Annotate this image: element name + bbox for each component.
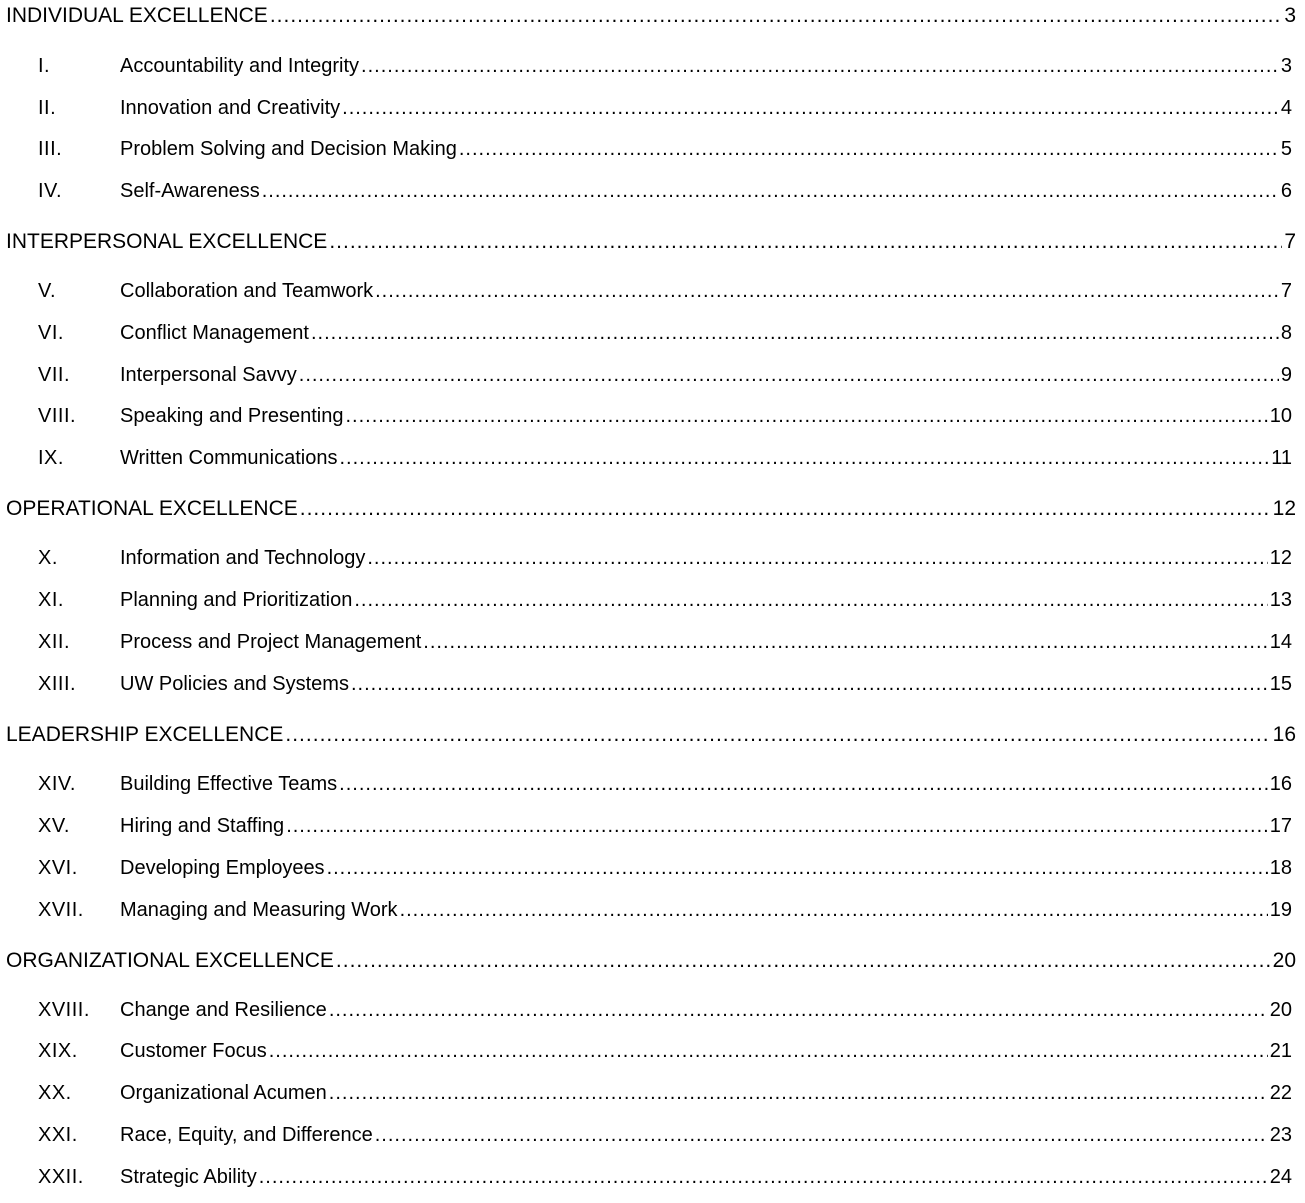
toc-item-number: IX.: [38, 447, 64, 469]
toc-item-number: X.: [38, 547, 58, 569]
dot-leader: [300, 497, 1271, 521]
toc-item-number: XI.: [38, 589, 64, 611]
toc-item-number: XVII.: [38, 899, 84, 921]
toc-item-title: Problem Solving and Decision Making: [120, 138, 457, 160]
toc-section-title: INDIVIDUAL EXCELLENCE: [6, 4, 268, 27]
dot-leader: [400, 899, 1268, 922]
dot-leader: [375, 1124, 1268, 1147]
toc-item-title: Process and Project Management: [120, 631, 422, 653]
toc-item-title: Customer Focus: [120, 1040, 267, 1062]
toc-section-title: LEADERSHIP EXCELLENCE: [6, 723, 284, 746]
toc-item-title: Developing Employees: [120, 857, 325, 879]
toc-item-entry[interactable]: [38, 364, 1292, 387]
toc-item-entry[interactable]: [38, 138, 1292, 161]
dot-leader: [361, 55, 1279, 78]
toc-page-number: 10: [1269, 405, 1292, 427]
dot-leader: [459, 138, 1279, 161]
toc-item-entry[interactable]: [38, 447, 1292, 470]
toc-section-entry[interactable]: [6, 497, 1296, 521]
dot-leader: [327, 857, 1268, 880]
dot-leader: [339, 447, 1269, 470]
toc-item-number: I.: [38, 55, 51, 77]
dot-leader: [311, 322, 1279, 345]
dot-leader: [329, 1082, 1268, 1105]
toc-item-number: XX.: [38, 1082, 72, 1104]
toc-item-number: IV.: [38, 180, 63, 202]
toc-item-title: Speaking and Presenting: [120, 405, 344, 427]
dot-leader: [329, 230, 1282, 254]
toc-page-number: 11: [1271, 447, 1292, 469]
toc-item-entry[interactable]: [38, 631, 1292, 654]
dot-leader: [423, 631, 1267, 654]
dot-leader: [259, 1166, 1268, 1189]
toc-page-number: 3: [1280, 55, 1292, 77]
toc-page-number: 8: [1280, 322, 1292, 344]
toc-item-entry[interactable]: [38, 899, 1292, 922]
toc-item-number: VI.: [38, 322, 64, 344]
dot-leader: [367, 547, 1267, 570]
toc-page-number: 19: [1269, 899, 1292, 921]
toc-page-number: 5: [1280, 138, 1292, 160]
toc-item-title: Self-Awareness: [120, 180, 260, 202]
dot-leader: [354, 589, 1267, 612]
toc-item-number: VIII.: [38, 405, 77, 427]
toc-item-number: VII.: [38, 364, 71, 386]
toc-item-number: XII.: [38, 631, 71, 653]
toc-item-entry[interactable]: [38, 857, 1292, 880]
toc-item-entry[interactable]: [38, 1082, 1292, 1105]
toc-section-entry[interactable]: [6, 4, 1296, 28]
dot-leader: [262, 180, 1279, 203]
toc-page-number: 22: [1269, 1082, 1292, 1104]
toc-section-title: OPERATIONAL EXCELLENCE: [6, 497, 298, 520]
toc-section-entry[interactable]: [6, 949, 1296, 973]
toc-item-number: III.: [38, 138, 63, 160]
toc-item-entry[interactable]: [38, 547, 1292, 570]
toc-item-title: Strategic Ability: [120, 1166, 257, 1188]
toc-item-title: Building Effective Teams: [120, 773, 338, 795]
toc-section-title: ORGANIZATIONAL EXCELLENCE: [6, 949, 334, 972]
toc-item-title: Managing and Measuring Work: [120, 899, 398, 921]
toc-page-number: 6: [1280, 180, 1292, 202]
toc-item-entry[interactable]: [38, 97, 1292, 120]
toc-item-number: V.: [38, 280, 57, 302]
toc-item-number: II.: [38, 97, 57, 119]
toc-item-title: Collaboration and Teamwork: [120, 280, 374, 302]
toc-item-entry[interactable]: [38, 1166, 1292, 1189]
dot-leader: [285, 723, 1270, 747]
toc-item-entry[interactable]: [38, 999, 1292, 1022]
toc-page-number: 7: [1280, 280, 1292, 302]
toc-item-title: Organizational Acumen: [120, 1082, 327, 1104]
dot-leader: [336, 949, 1271, 973]
toc-item-title: Information and Technology: [120, 547, 366, 569]
toc-item-title: Planning and Prioritization: [120, 589, 353, 611]
toc-page-number: 20: [1269, 999, 1292, 1021]
toc-item-number: XXI.: [38, 1124, 78, 1146]
toc-page-number: 23: [1269, 1124, 1292, 1146]
toc-section-entry[interactable]: [6, 230, 1296, 254]
toc-item-title: Interpersonal Savvy: [120, 364, 297, 386]
toc-page-number: 12: [1272, 497, 1296, 520]
dot-leader: [375, 280, 1279, 303]
toc-page-number: 16: [1272, 723, 1296, 746]
toc-item-title: Change and Resilience: [120, 999, 327, 1021]
toc-page-number: 16: [1269, 773, 1292, 795]
dot-leader: [269, 1040, 1268, 1063]
dot-leader: [346, 405, 1268, 428]
dot-leader: [339, 773, 1268, 796]
toc-page-number: 21: [1269, 1040, 1292, 1062]
toc-item-entry[interactable]: [38, 815, 1292, 838]
toc-item-title: UW Policies and Systems: [120, 673, 349, 695]
toc-page-number: 17: [1269, 815, 1292, 837]
toc-page-number: 24: [1269, 1166, 1292, 1188]
dot-leader: [270, 4, 1283, 28]
toc-item-entry[interactable]: [38, 1124, 1292, 1147]
toc-section-title: INTERPERSONAL EXCELLENCE: [6, 230, 328, 253]
toc-item-entry[interactable]: [38, 322, 1292, 345]
toc-item-entry[interactable]: [38, 55, 1292, 78]
dot-leader: [286, 815, 1268, 838]
toc-item-number: XIX.: [38, 1040, 78, 1062]
toc-page-number: 12: [1269, 547, 1292, 569]
toc-page-number: 15: [1269, 673, 1292, 695]
toc-item-entry[interactable]: [38, 180, 1292, 203]
dot-leader: [299, 364, 1279, 387]
toc-section-entry[interactable]: [6, 723, 1296, 747]
toc-page-number: 13: [1269, 589, 1292, 611]
toc-item-number: XV.: [38, 815, 70, 837]
toc-item-number: XVI.: [38, 857, 78, 879]
toc-page-number: 4: [1280, 97, 1292, 119]
toc-item-title: Innovation and Creativity: [120, 97, 341, 119]
toc-item-title: Conflict Management: [120, 322, 309, 344]
toc-item-entry[interactable]: [38, 773, 1292, 796]
toc-item-number: XIII.: [38, 673, 77, 695]
toc-item-entry[interactable]: [38, 1040, 1292, 1063]
toc-page-number: 18: [1269, 857, 1292, 879]
toc-item-entry[interactable]: [38, 589, 1292, 612]
toc-item-title: Race, Equity, and Difference: [120, 1124, 373, 1146]
toc-item-title: Accountability and Integrity: [120, 55, 360, 77]
toc-page-number: 9: [1280, 364, 1292, 386]
toc-page-number: 20: [1272, 949, 1296, 972]
dot-leader: [351, 673, 1268, 696]
toc-item-number: XIV.: [38, 773, 76, 795]
toc-item-title: Written Communications: [120, 447, 338, 469]
toc-item-entry[interactable]: [38, 280, 1292, 303]
dot-leader: [329, 999, 1268, 1022]
toc-item-title: Hiring and Staffing: [120, 815, 285, 837]
toc-item-number: XXII.: [38, 1166, 84, 1188]
dot-leader: [342, 97, 1279, 120]
toc-item-entry[interactable]: [38, 405, 1292, 428]
toc-page-number: 7: [1284, 230, 1296, 253]
toc-item-entry[interactable]: [38, 673, 1292, 696]
toc-item-number: XVIII.: [38, 999, 90, 1021]
toc-page-number: 3: [1284, 4, 1296, 27]
toc-page-number: 14: [1269, 631, 1292, 653]
